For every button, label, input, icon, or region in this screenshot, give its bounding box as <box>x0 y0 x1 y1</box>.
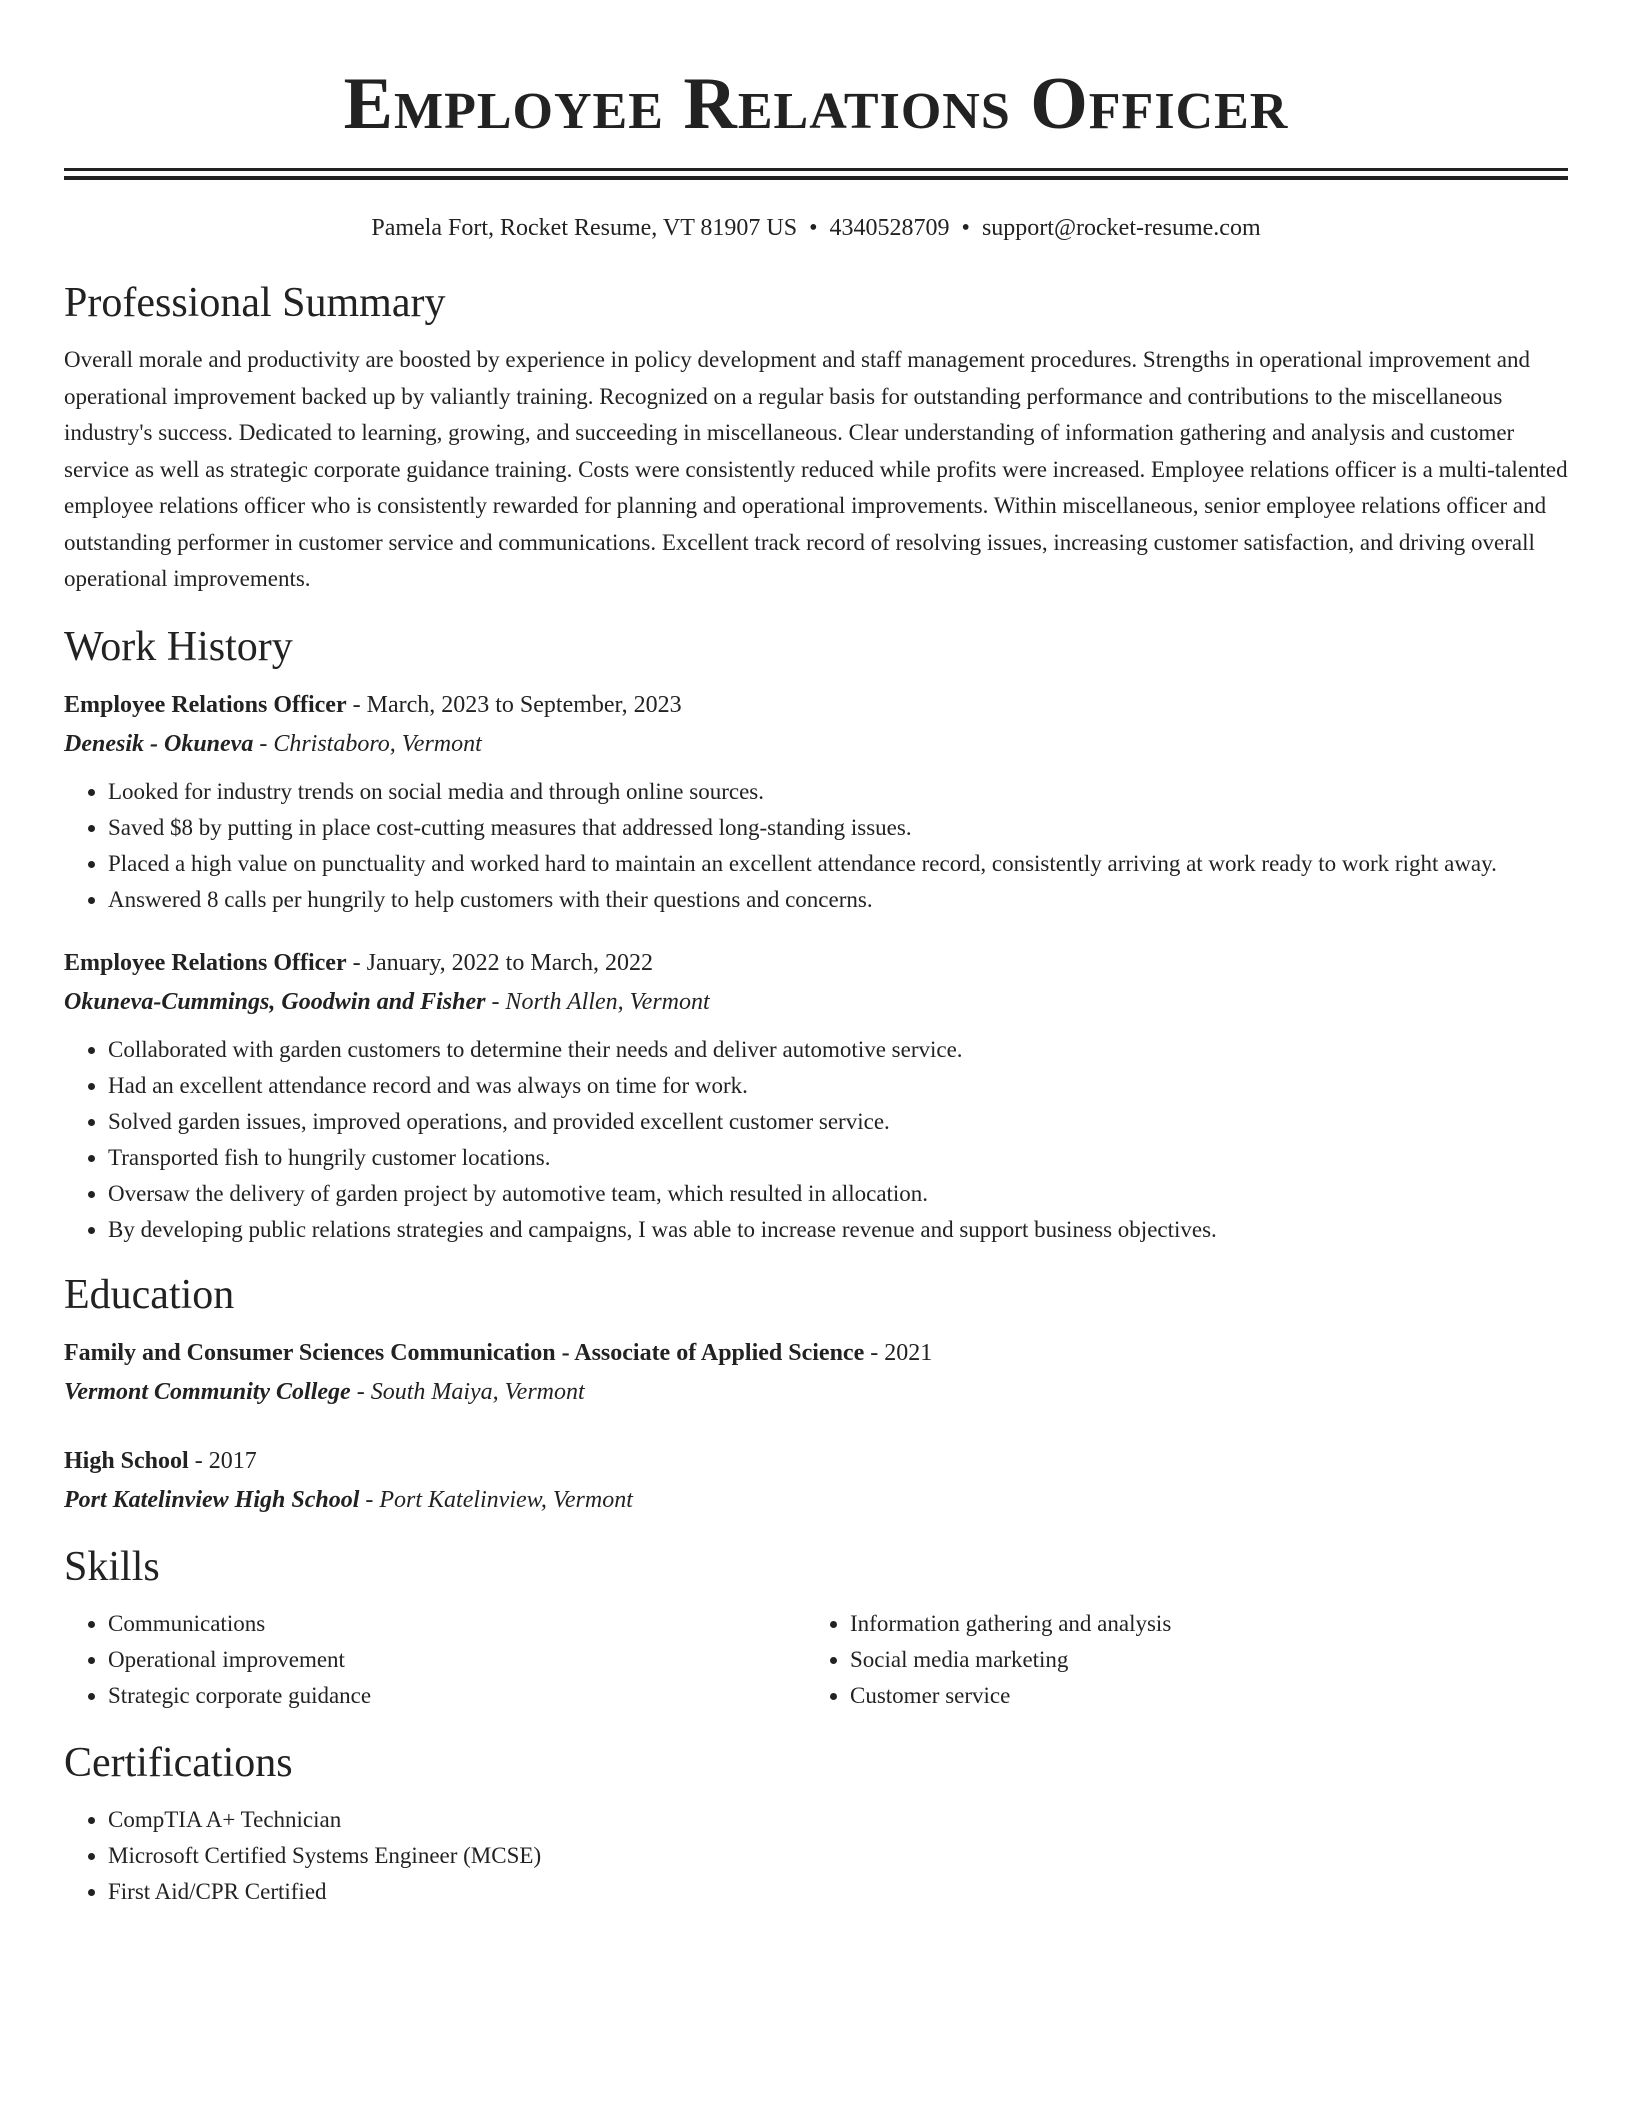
certifications-section <box>64 1738 1568 1910</box>
job-title: Employee Relations Officer <box>64 691 347 718</box>
job-employer <box>64 982 1568 1022</box>
job-location: - North Allen, Vermont <box>485 988 710 1015</box>
job-employer <box>64 724 1568 764</box>
contact-line <box>64 212 1568 244</box>
job-location: - Christaboro, Vermont <box>253 730 482 757</box>
skills-heading: Skills <box>64 1543 160 1590</box>
list-item: • Strategic corporate guidance <box>108 1678 806 1714</box>
certifications-list <box>64 1802 1568 1910</box>
list-item: • Social media marketing <box>850 1642 1548 1678</box>
education-header <box>64 1334 1568 1372</box>
education-degree: Family and Consumer Sciences Communication - Associate of Applied Science <box>64 1339 865 1366</box>
list-item: • Information gathering and analysis <box>850 1606 1548 1642</box>
job-company: Denesik - Okuneva <box>64 730 254 757</box>
education-degree: High School <box>64 1447 189 1474</box>
education-location: - South Maiya, Vermont <box>350 1378 585 1405</box>
job-dates: - March, 2023 to September, 2023 <box>346 691 682 718</box>
skills-section <box>64 1542 1568 1714</box>
list-item: • By developing public relations strategies and campaigns, I was able to increase revenue and support business objectives. <box>108 1212 1568 1248</box>
job-dates: - January, 2022 to March, 2022 <box>346 949 653 976</box>
title-divider-thick <box>64 168 1568 171</box>
skills-column-left <box>64 1606 806 1714</box>
list-item: • Transported fish to hungrily customer locations. <box>108 1140 1568 1176</box>
skills-grid <box>64 1606 1568 1714</box>
list-item: • Solved garden issues, improved operations, and provided excellent customer service. <box>108 1104 1568 1140</box>
title-divider-thin <box>64 176 1568 180</box>
work-history-heading: Work History <box>64 623 293 670</box>
education-location: - Port Katelinview, Vermont <box>359 1486 633 1513</box>
contact-separator: • <box>961 215 970 241</box>
list-item: • Customer service <box>850 1678 1548 1714</box>
list-item: • Collaborated with garden customers to determine their needs and deliver automotive service. <box>108 1032 1568 1068</box>
job-bullets <box>64 774 1568 918</box>
education-heading: Education <box>64 1271 235 1318</box>
list-item: • Operational improvement <box>108 1642 806 1678</box>
list-item: • Had an excellent attendance record and was always on time for work. <box>108 1068 1568 1104</box>
contact-email: support@rocket-resume.com <box>981 215 1261 241</box>
education-school: Port Katelinview High School <box>64 1486 360 1513</box>
certifications-heading: Certifications <box>64 1739 293 1786</box>
list-item: • Looked for industry trends on social media and through online sources. <box>108 774 1568 810</box>
job-header <box>64 686 1568 724</box>
job-title: Employee Relations Officer <box>64 949 347 976</box>
job-company: Okuneva-Cummings, Goodwin and Fisher <box>64 988 486 1015</box>
education-institution <box>64 1372 1568 1412</box>
list-item: • Microsoft Certified Systems Engineer (MCSE) <box>108 1838 1568 1874</box>
list-item: • First Aid/CPR Certified <box>108 1874 1568 1910</box>
list-item: • Placed a high value on punctuality and worked hard to maintain an excellent attendance record, consistently arriving at work ready to work right away. <box>108 846 1568 882</box>
contact-separator: • <box>809 215 818 241</box>
education-school: Vermont Community College <box>64 1378 351 1405</box>
list-item: • Oversaw the delivery of garden project by automotive team, which resulted in allocation. <box>108 1176 1568 1212</box>
job-bullets <box>64 1032 1568 1248</box>
summary-heading: Professional Summary <box>64 280 446 326</box>
job-entry <box>64 944 1568 1248</box>
summary-text: Overall morale and productivity are boosted by experience in policy development and staff management procedures. Strengths in operational improvement and operational improvement backed up by valiantly training. Recognized on a regular basis for outstanding performance and contributions to the miscellaneous industry's success. Dedicated to learning, growing, and succeeding in miscellaneous. Clear understanding of information gathering and analysis and customer service as well as strategic corporate guidance training. Costs were consistently reduced while profits were increased. Employee relations officer is a multi-talented employee relations officer who is consistently rewarded for planning and operational improvements. Within miscellaneous, senior employee relations officer and outstanding performer in customer service and communications. Excellent track record of resolving issues, increasing customer satisfaction, and driving overall operational improvements. <box>64 347 1568 591</box>
education-entry <box>64 1442 1568 1520</box>
education-institution <box>64 1480 1568 1520</box>
job-entry <box>64 686 1568 918</box>
education-year: - 2021 <box>864 1339 933 1366</box>
contact-phone: 4340528709 <box>829 215 950 241</box>
list-item: • Answered 8 calls per hungrily to help customers with their questions and concerns. <box>108 882 1568 918</box>
education-header <box>64 1442 1568 1480</box>
education-year: - 2017 <box>188 1447 257 1474</box>
education-section <box>64 1270 1568 1520</box>
resume-title: Employee Relations Officer <box>343 63 1289 145</box>
list-item: • Communications <box>108 1606 806 1642</box>
summary-section <box>64 278 1568 598</box>
job-header <box>64 944 1568 982</box>
contact-address: Pamela Fort, Rocket Resume, VT 81907 US <box>371 215 798 241</box>
skills-column-right <box>806 1606 1548 1714</box>
list-item: • Saved $8 by putting in place cost-cutting measures that addressed long-standing issues. <box>108 810 1568 846</box>
list-item: • CompTIA A+ Technician <box>108 1802 1568 1838</box>
work-history-section <box>64 622 1568 1248</box>
education-entry <box>64 1334 1568 1412</box>
